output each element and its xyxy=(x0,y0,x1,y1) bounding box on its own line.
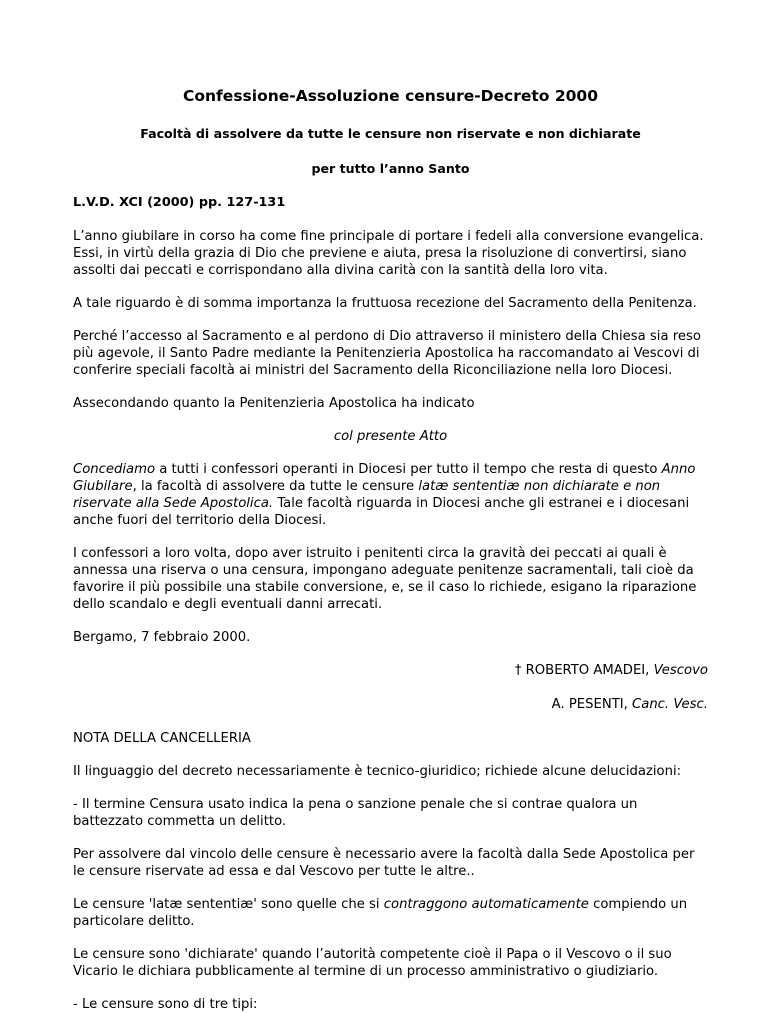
signature-chancellor-name: A. PESENTI, xyxy=(551,697,633,712)
bibliographic-reference: L.V.D. XCI (2000) pp. 127-131 xyxy=(73,195,286,210)
nota-paragraph-dichiarate: Le censure sono 'dichiarate' quando l’autorità competente cioè il Papa o il Vescovo o il suo Vicario le dichiara pubblicamente al termine di un processo amministrativo o giudiziario. xyxy=(73,947,672,979)
concediamo-body-2: , la facoltà di assolvere da tutte le censure xyxy=(132,479,419,494)
document-subtitle-year: per tutto l’anno Santo xyxy=(311,161,470,176)
paragraph-confessori: I confessori a loro volta, dopo aver istruito i penitenti circa la gravità dei peccati ai quali è annessa una riserva o una censura, impongano adeguate penitenze sacramentali, tali cioè da favorire il più possibile una stabile conversione, e, se il caso lo richiede, esigano la riparazione dello scandalo e degli eventuali danni arrecati. xyxy=(73,546,697,612)
latae-body-2: compiendo un particolare delitto. xyxy=(73,897,688,929)
nota-paragraph-assolvere: Per assolvere dal vincolo delle censure è necessario avere la facoltà dalla Sede Apostolica per le censure riservate ad essa e dal Vescovo per tutte le altre.. xyxy=(73,847,695,879)
nota-paragraph-tipi: - Le censure sono di tre tipi: xyxy=(73,997,258,1012)
concediamo-body-1: a tutti i confessori operanti in Diocesi per tutto il tempo che resta di questo xyxy=(155,462,662,477)
latae-sententiae-text: latæ sententiæ non dichiarate e non riservate alla Sede Apostolica. xyxy=(73,479,661,511)
nota-paragraph-linguaggio: Il linguaggio del decreto necessariamente è tecnico-giuridico; richiede alcune delucidazioni: xyxy=(73,764,682,779)
paragraph-presente-atto: col presente Atto xyxy=(333,429,448,444)
signature-bishop xyxy=(73,662,708,679)
signature-bishop-role: Vescovo xyxy=(653,663,708,678)
date-line: Bergamo, 7 febbraio 2000. xyxy=(73,630,251,645)
paragraph-concediamo xyxy=(73,461,708,529)
concediamo-body-3: Tale facoltà riguarda in Diocesi anche gli estranei e i diocesani anche fuori del territorio della Diocesi. xyxy=(73,496,690,528)
anno-giubilare-text: Anno Giubilare xyxy=(73,462,696,494)
signature-chancellor-role: Canc. Vesc. xyxy=(632,697,708,712)
latae-body-1: Le censure 'latæ sententiæ' sono quelle che si xyxy=(73,897,384,912)
nota-paragraph-censura: - Il termine Censura usato indica la pena o sanzione penale che si contrae qualora un battezzato commetta un delitto. xyxy=(73,797,638,829)
paragraph-access: Perché l’accesso al Sacramento e al perdono di Dio attraverso il ministero della Chiesa sia reso più agevole, il Santo Padre mediante la Penitenzieria Apostolica ha raccomandato ai Vescovi di conferire speciali facoltà ai ministri del Sacramento della Riconciliazione nella loro Diocesi. xyxy=(73,329,701,378)
document-subtitle: Facoltà di assolvere da tutte le censure non riservate e non dichiarate xyxy=(140,126,641,141)
signature-chancellor xyxy=(73,696,708,713)
paragraph-intro: L’anno giubilare in corso ha come fine principale di portare i fedeli alla conversione evangelica. Essi, in virtù della grazia di Dio che previene e aiuta, presa la risoluzione di convertirsi, siano assolti dai peccati e corrispondano alla divina carità con la santità della loro vita. xyxy=(73,229,704,278)
concediamo-text: Concediamo xyxy=(73,462,156,477)
nota-paragraph-latae xyxy=(73,896,708,930)
document-title: Confessione-Assoluzione censure-Decreto 2000 xyxy=(183,87,598,105)
latae-italic: contraggono automaticamente xyxy=(383,897,589,912)
nota-title: NOTA DELLA CANCELLERIA xyxy=(73,731,251,746)
paragraph-penitence: A tale riguardo è di somma importanza la fruttuosa recezione del Sacramento della Penitenza. xyxy=(73,296,697,311)
paragraph-assecondando: Assecondando quanto la Penitenzieria Apostolica ha indicato xyxy=(73,396,475,411)
signature-bishop-name: † ROBERTO AMADEI, xyxy=(514,663,654,678)
